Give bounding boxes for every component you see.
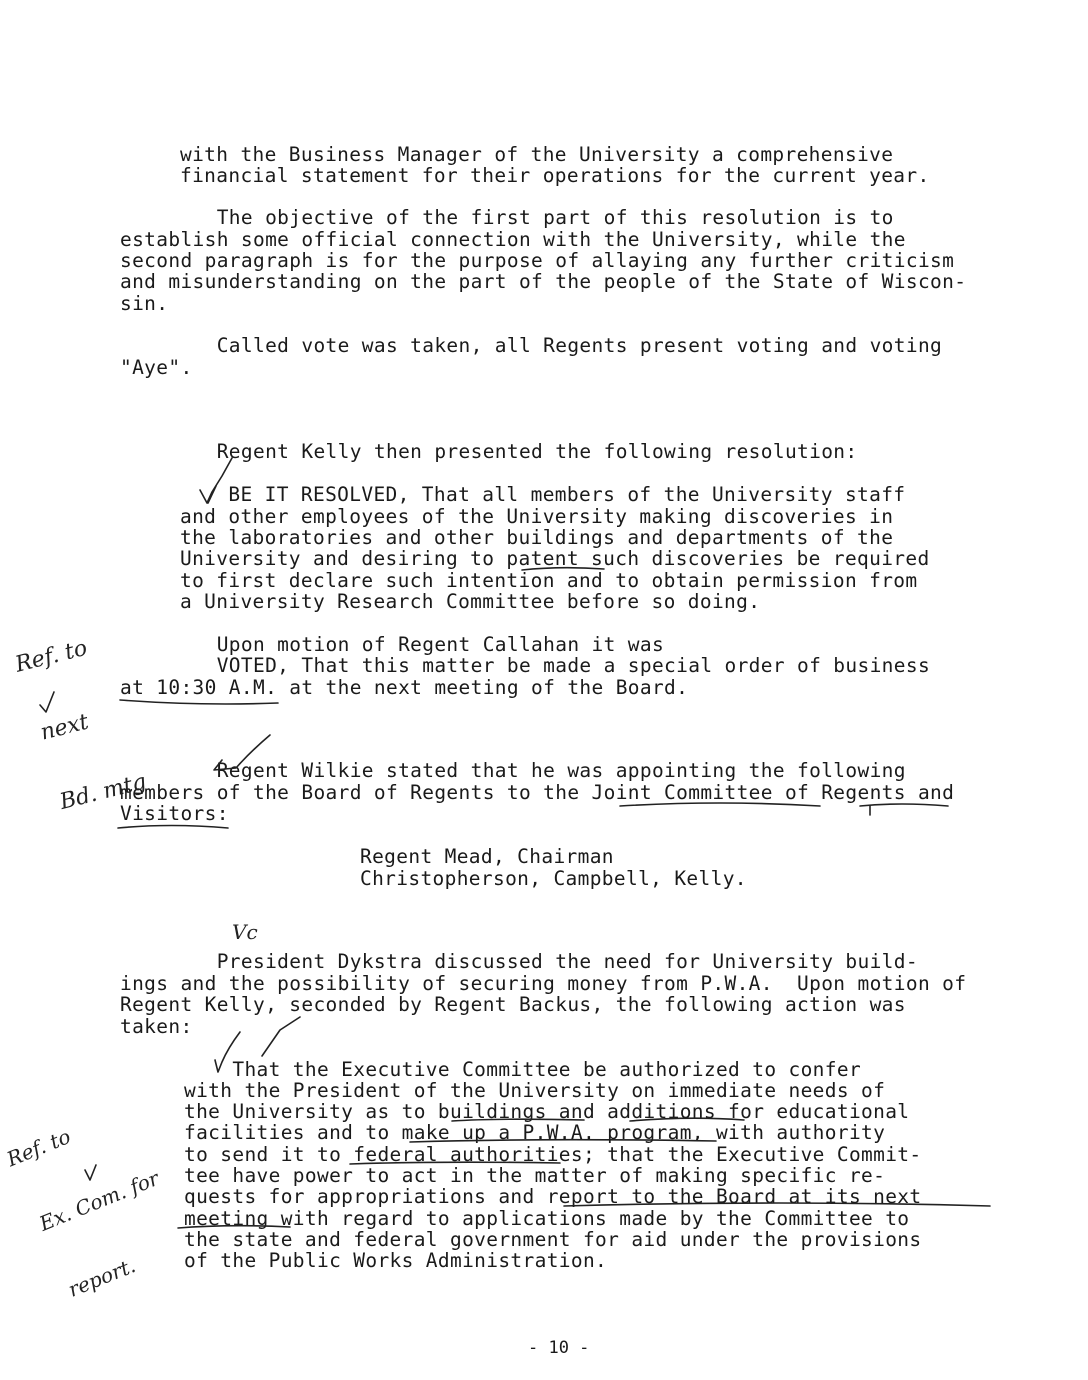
check-mark-icon: [215, 1032, 240, 1072]
text-line: meeting with regard to applications made by the Committee to: [184, 1207, 910, 1230]
text-line: BE IT RESOLVED, That all members of the University staff: [180, 483, 906, 506]
text-line: Christopherson, Campbell, Kelly.: [360, 867, 747, 890]
text-line: members of the Board of Regents to the Joint Committee of Regents and: [120, 781, 955, 804]
text-line: and other employees of the University making discoveries in: [180, 505, 894, 528]
text-line: sin.: [120, 292, 169, 315]
underline-mark: [630, 1118, 744, 1121]
text-line: quests for appropriations and report to the Board at its next: [184, 1185, 922, 1208]
text-line: ings and the possibility of securing money from P.W.A. Upon motion of: [120, 972, 967, 995]
underline-mark: [860, 804, 948, 806]
text-line: University and desiring to patent such discoveries be required: [180, 547, 930, 570]
underline-mark: [452, 1119, 584, 1121]
text-line: financial statement for their operations for the current year.: [180, 164, 930, 187]
page-number: - 10 -: [528, 1338, 590, 1358]
text-line: Upon motion of Regent Callahan it was: [120, 633, 665, 656]
margin-note-exec-committee: Ref. to Ex. Com. for report.: [3, 1124, 163, 1302]
underline-mark: [522, 568, 604, 570]
text-line: VOTED, That this matter be made a special order of business: [120, 654, 931, 677]
text-line: with the President of the University on immediate needs of: [184, 1079, 886, 1102]
text-line: "Aye".: [120, 356, 193, 379]
pen-stroke: [262, 1017, 300, 1056]
text-line: Called vote was taken, all Regents present voting and voting: [120, 334, 943, 357]
underline-mark: [410, 1140, 716, 1142]
text-line: The objective of the first part of this resolution is to: [120, 206, 894, 229]
underline-mark: [178, 1226, 290, 1228]
text-line: President Dykstra discussed the need for University build-: [120, 950, 918, 973]
margin-note-vc: Vc: [232, 920, 258, 944]
text-line: Regent Kelly then presented the following resolution:: [120, 440, 858, 463]
text-line: the University as to buildings and additions for educational: [184, 1100, 910, 1123]
check-mark-icon: [214, 735, 270, 770]
check-mark-icon: [40, 692, 54, 712]
text-line: second paragraph is for the purpose of allaying any further criticism: [120, 249, 955, 272]
text-line: That the Executive Committee be authorized to confer: [184, 1058, 862, 1081]
text-line: and misunderstanding on the part of the people of the State of Wiscon-: [120, 270, 967, 293]
text-line: of the Public Works Administration.: [184, 1249, 608, 1272]
underline-mark: [620, 803, 820, 806]
check-mark-icon: [208, 486, 216, 503]
text-line: a University Research Committee before so doing.: [180, 590, 761, 613]
underline-mark: [564, 1203, 990, 1206]
check-mark-icon: [200, 458, 232, 503]
text-line: to send it to federal authorities; that the Executive Commit-: [184, 1143, 922, 1166]
text-line: Visitors:: [120, 802, 229, 825]
underline-mark: [118, 826, 228, 829]
text-line: the laboratories and other buildings and departments of the: [180, 526, 894, 549]
check-mark-icon: [85, 1165, 96, 1180]
text-line: Regent Mead, Chairman: [360, 845, 614, 868]
text-line: facilities and to make up a P.W.A. program, with authority: [184, 1121, 886, 1144]
text-line: at 10:30 A.M. at the next meeting of the Board.: [120, 676, 689, 699]
underline-mark: [120, 700, 278, 704]
text-line: establish some official connection with the University, while the: [120, 228, 906, 251]
text-line: with the Business Manager of the University a comprehensive: [180, 143, 894, 166]
text-line: taken:: [120, 1015, 193, 1038]
text-line: Regent Kelly, seconded by Regent Backus, the following action was: [120, 993, 906, 1016]
margin-note-next-meeting: Ref. to next Bd. mtg: [12, 635, 149, 815]
underline-mark: [350, 1162, 560, 1164]
text-line: tee have power to act in the matter of making specific re-: [184, 1164, 886, 1187]
text-line: Regent Wilkie stated that he was appointing the following: [120, 759, 906, 782]
text-line: to first declare such intention and to obtain permission from: [180, 569, 918, 592]
text-line: the state and federal government for aid under the provisions: [184, 1228, 922, 1251]
